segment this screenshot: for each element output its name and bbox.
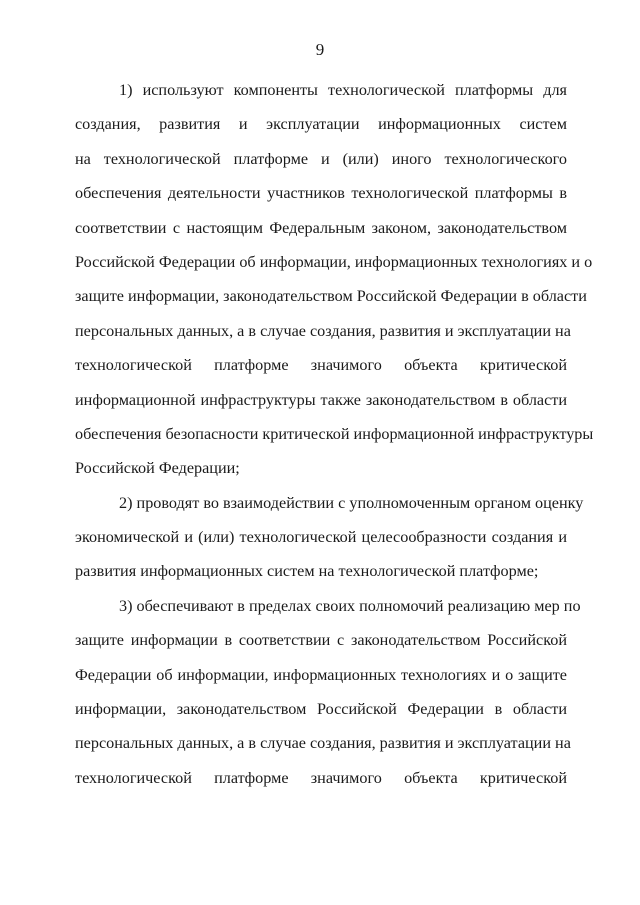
text-line: 1) используют компоненты технологической платформы для — [119, 81, 567, 99]
paragraph-2 — [75, 486, 584, 589]
text-line: на технологической платформе и (или) иного технологического — [75, 149, 567, 168]
paragraph-3 — [75, 589, 581, 795]
text-line: 3) обеспечивают в пределах своих полномочий реализацию мер по — [119, 596, 581, 615]
paragraph-1 — [75, 73, 594, 486]
text-line: персональных данных, а в случае создания, развития и эксплуатации на — [75, 321, 571, 340]
text-line: обеспечения безопасности критической информационной инфраструктуры — [75, 424, 594, 443]
text-line: обеспечения деятельности участников технологической платформы в — [75, 184, 567, 203]
text-line: защите информации, законодательством Российской Федерации в области — [75, 287, 587, 306]
page-number: 9 — [315, 40, 325, 59]
text-line: развития информационных систем на технологической платформе; — [75, 562, 539, 581]
text-line: Российской Федерации; — [75, 459, 240, 478]
text-line: технологической платформе значимого объекта критической — [75, 356, 567, 375]
text-line: Федерации об информации, информационных технологиях и о защите — [75, 665, 567, 684]
text-line: Российской Федерации об информации, информационных технологиях и о — [75, 252, 593, 271]
text-line: персональных данных, а в случае создания, развития и эксплуатации на — [75, 734, 571, 753]
document-body — [75, 73, 594, 795]
text-line: информации, законодательством Российской Федерации в области — [75, 700, 567, 719]
text-line: защите информации в соответствии с законодательством Российской — [75, 631, 567, 650]
text-line: соответствии с настоящим Федеральным законом, законодательством — [75, 218, 567, 237]
text-line: создания, развития и эксплуатации информационных систем — [75, 115, 567, 134]
text-line: информационной инфраструктуры также законодательством в области — [75, 390, 567, 409]
text-line: экономической и (или) технологической целесообразности создания и — [75, 528, 567, 547]
text-line: технологической платформе значимого объекта критической — [75, 768, 567, 787]
text-line: 2) проводят во взаимодействии с уполномоченным органом оценку — [119, 493, 584, 512]
